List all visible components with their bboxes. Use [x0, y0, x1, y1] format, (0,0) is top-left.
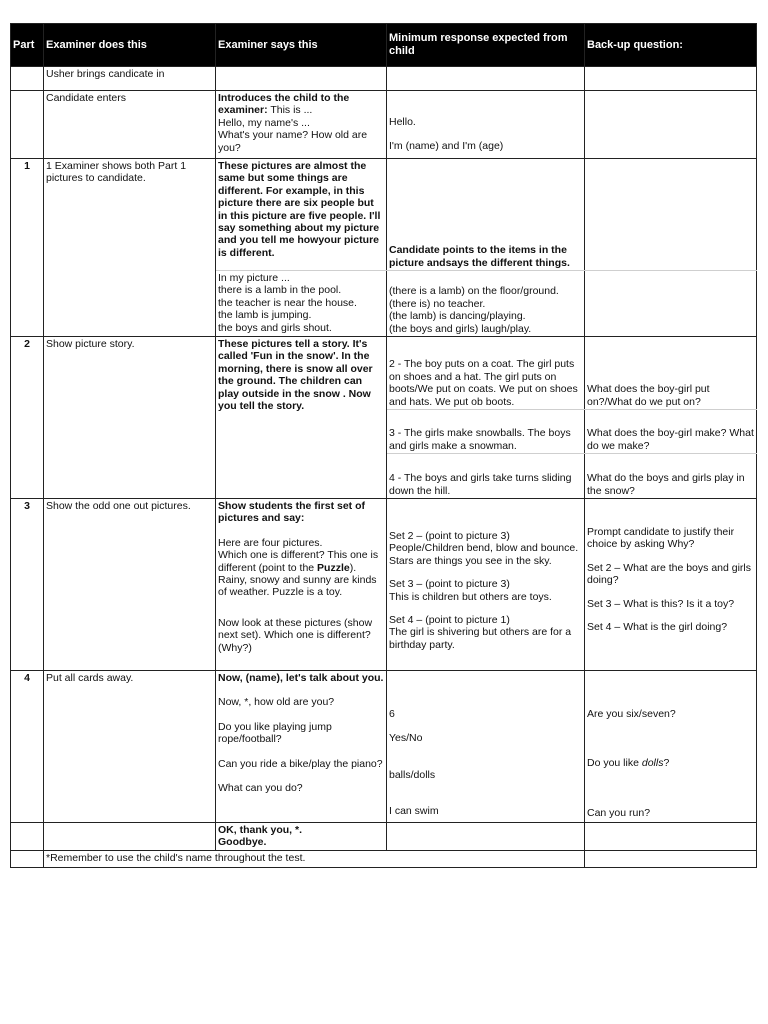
header-examiner-does: Examiner does this — [44, 24, 216, 67]
part2-response-1: 2 - The boy puts on a coat. The girl puts on shoes and a hat. The girl puts on boots/We put on coats. We put on shoes and hats. We put ob boots. — [389, 358, 578, 408]
part3-response-1: Set 2 – (point to picture 3) People/Children bend, blow and bounce. Stars are things you see in the sky. — [389, 530, 579, 567]
backup-cell — [585, 671, 757, 823]
part-number: 4 — [11, 671, 44, 823]
examiner-says-cell — [216, 271, 387, 337]
examiner-says-cell — [216, 91, 387, 159]
backup-cell — [585, 499, 757, 671]
examiner-does-cell: Usher brings candicate in — [44, 67, 216, 91]
part2-backup-1: What does the boy-girl put on?/What do we put on? — [587, 383, 710, 408]
part-cell — [11, 850, 44, 867]
part1-response-list: (there is a lamb) on the floor/ground. (there is) no teacher. (the lamb) is dancing/playing. (the boys and girls) laugh/play. — [389, 285, 559, 335]
part3-says-a — [218, 537, 384, 599]
examiner-says-cell — [216, 67, 387, 91]
part2-response-2: 3 - The girls make snowballs. The boys and girls make a snowman. — [389, 427, 571, 452]
examiner-does-cell: Show picture story. — [44, 337, 216, 499]
part3-backup-3: Set 3 – What is this? Is it a toy? — [587, 597, 735, 610]
intro-says-rest: This is ... Hello, my name's ... What's your name? How old are you? — [218, 104, 368, 154]
part4-answer-4: I can swim — [389, 805, 439, 818]
part3-backup-1: Prompt candidate to justify their choice by asking Why? — [587, 526, 735, 551]
table-header-row — [11, 24, 757, 67]
part4-says-bold: Now, (name), let's talk about you. — [218, 672, 384, 684]
part1-says-list: In my picture ... there is a lamb in the pool. the teacher is near the house. the lamb is jumping. the boys and girls shout. — [218, 272, 357, 334]
part3-says-b: Now look at these pictures (show next set). Which one is different? (Why?) — [218, 616, 373, 654]
part4-backup-4: Can you run? — [587, 806, 651, 819]
part4-answer-3: balls/dolls — [389, 768, 436, 781]
part2-says-bold: These pictures tell a story. It's called 'Fun in the snow'. In the morning, there is snow all over the ground. The children can play outside in the snow . Now you tell the story. — [218, 338, 373, 413]
table-row — [11, 850, 757, 867]
header-examiner-says: Examiner says this — [216, 24, 387, 67]
backup-cell — [585, 410, 757, 454]
part4-answer-1: 6 — [389, 708, 395, 720]
part2-backup-3: What do the boys and girls play in the snow? — [587, 472, 745, 497]
part-cell — [11, 67, 44, 91]
part-number: 1 — [11, 159, 44, 337]
part2-backup-2: What does the boy-girl make? What do we make? — [587, 427, 754, 452]
part1-response-bold: Candidate points to the items in the picture andsays the different things. — [389, 244, 570, 269]
part4-question-1: Now, *, how old are you? — [218, 696, 335, 709]
part3-response-2: Set 3 – (point to picture 3) This is children but others are toys. — [389, 578, 552, 603]
part4-backup-1: Are you six/seven? — [587, 708, 676, 720]
backup-cell — [585, 271, 757, 337]
table-row — [11, 823, 757, 851]
part-cell — [11, 91, 44, 159]
part2-response-3: 4 - The boys and girls take turns sliding down the hill. — [389, 472, 572, 497]
part4-question-3: Can you ride a bike/play the piano? — [218, 757, 383, 770]
part4-backup-2-post: ? — [663, 757, 670, 770]
examiner-does-cell: Put all cards away. — [44, 671, 216, 823]
table-row — [11, 67, 757, 91]
table-row — [11, 499, 757, 671]
part3-says-a-post: ). Rainy, snowy and sunny are kinds of weather. Puzzle is a toy. — [218, 561, 377, 599]
footnote: *Remember to use the child's name throughout the test. — [44, 850, 585, 867]
table-row — [11, 337, 757, 410]
response-hello: Hello. — [389, 116, 416, 128]
part-number: 2 — [11, 337, 44, 499]
backup-cell — [585, 823, 757, 851]
response-cell — [387, 67, 585, 91]
examiner-does-cell — [44, 823, 216, 851]
part3-says-bold: Show students the first set of pictures and say: — [218, 500, 366, 525]
part1-says-bold: These pictures are almost the same but some things are different. For example, in this picture there are six people but in this picture are five people. I'll say something about my picture and you tell me howyour picture is different. — [218, 160, 381, 259]
part4-question-2: Do you like playing jump rope/football? — [218, 720, 332, 746]
part4-backup-2-pre: Do you like — [587, 757, 642, 770]
part4-answer-2: Yes/No — [389, 732, 423, 745]
response-cell — [387, 410, 585, 454]
response-cell — [387, 823, 585, 851]
examiner-does-cell: Candidate enters — [44, 91, 216, 159]
examiner-says-cell — [216, 159, 387, 271]
examiner-does-cell: 1 Examiner shows both Part 1 pictures to candidate. — [44, 159, 216, 337]
intro-says-bold: Introduces the child to the examiner: — [218, 92, 350, 117]
response-cell — [387, 454, 585, 499]
response-cell — [387, 499, 585, 671]
part-number: 3 — [11, 499, 44, 671]
part3-backup-2: Set 2 – What are the boys and girls doing? — [587, 561, 752, 587]
table-row — [11, 91, 757, 159]
response-name: I'm (name) and I'm (age) — [389, 140, 504, 153]
backup-cell — [585, 91, 757, 159]
backup-cell — [585, 454, 757, 499]
examiner-says-cell — [216, 671, 387, 823]
part3-backup-4: Set 4 – What is the girl doing? — [587, 621, 728, 634]
closing-text: OK, thank you, *. Goodbye. — [218, 824, 303, 849]
examiner-script-table — [10, 23, 757, 868]
backup-cell — [585, 159, 757, 271]
examiner-says-cell — [216, 337, 387, 499]
table-row — [11, 671, 757, 823]
puzzle-word: Puzzle — [317, 561, 350, 574]
response-cell — [387, 271, 585, 337]
examiner-does-cell: Show the odd one out pictures. — [44, 499, 216, 671]
part4-backup-2 — [587, 757, 754, 769]
part3-says-a-pre: Here are four pictures. Which one is different? This one is different (point to the — [218, 536, 379, 574]
part3-response-3: Set 4 – (point to picture 1) The girl is shivering but others are for a birthday party. — [389, 614, 572, 651]
part4-question-4: What can you do? — [218, 782, 303, 795]
examiner-says-cell — [216, 499, 387, 671]
header-part: Part — [11, 24, 44, 67]
header-backup-question: Back-up question: — [585, 24, 757, 67]
dolls-word: dolls — [641, 757, 664, 770]
backup-cell — [585, 67, 757, 91]
response-cell — [387, 159, 585, 271]
examiner-says-cell — [216, 823, 387, 851]
response-cell — [387, 337, 585, 410]
table-row — [11, 159, 757, 271]
response-cell — [387, 91, 585, 159]
backup-cell — [585, 850, 757, 867]
backup-cell — [585, 337, 757, 410]
part-cell — [11, 823, 44, 851]
header-min-response: Minimum response expected from child — [387, 24, 585, 67]
response-cell — [387, 671, 585, 823]
